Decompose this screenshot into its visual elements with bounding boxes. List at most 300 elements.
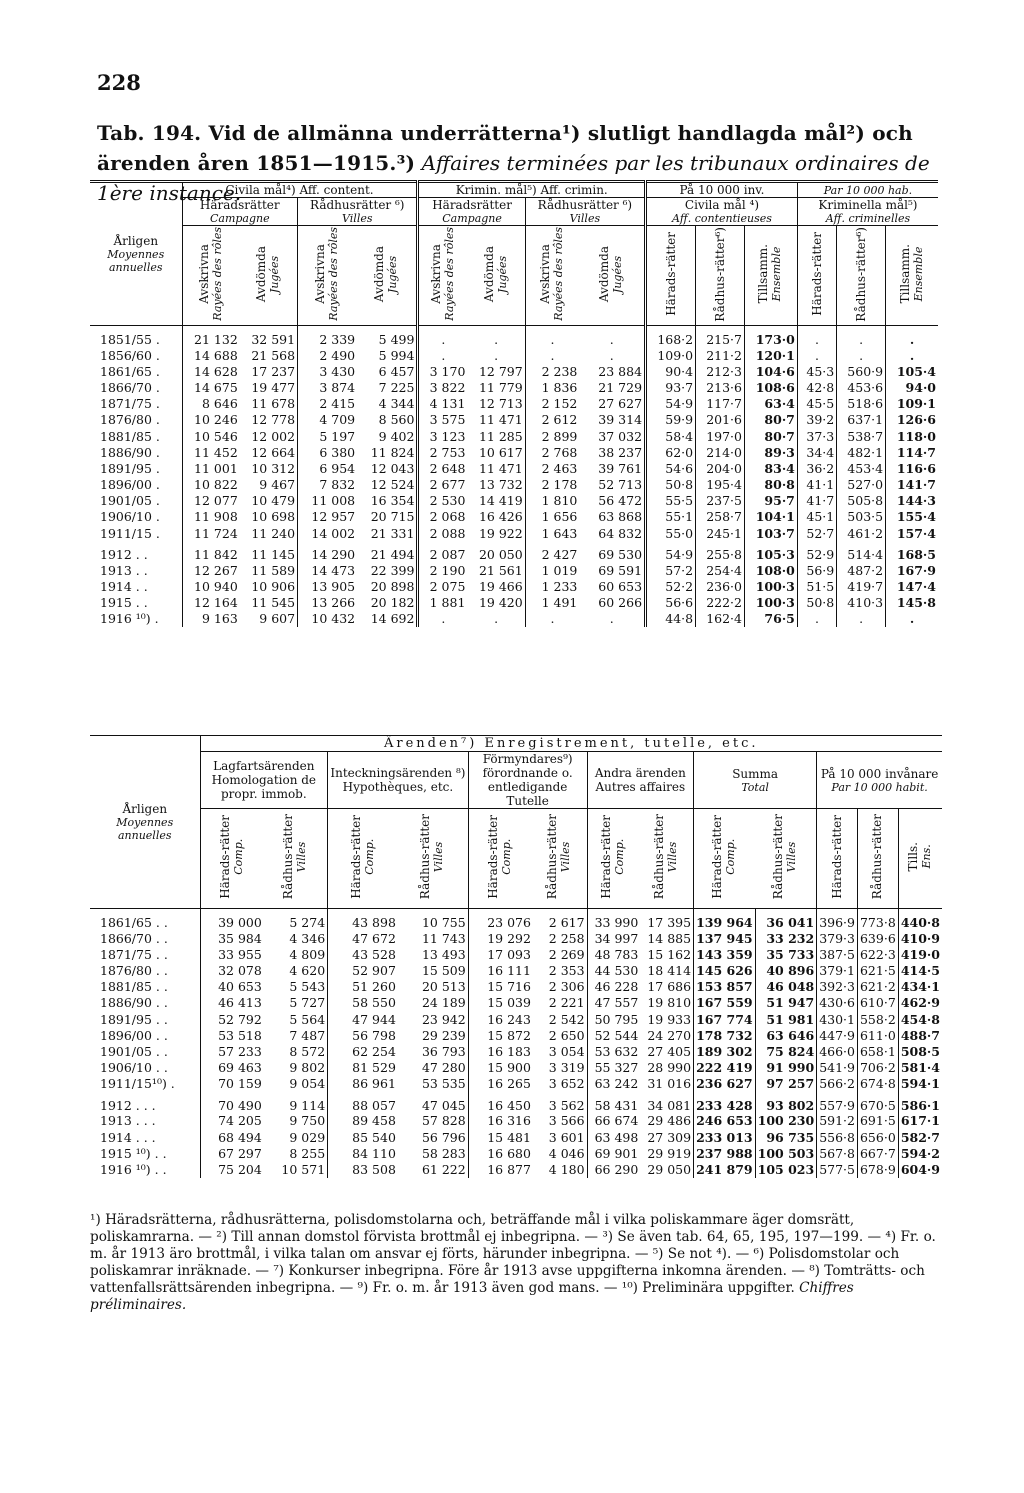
table-cell: 24 270 — [647, 1027, 692, 1043]
table-cell: 1 233 — [525, 578, 579, 594]
row-year: 1881/85 . . — [100, 979, 168, 995]
table-cell: 611·0 — [857, 1027, 898, 1043]
row-year: 1915 ¹⁰) . . — [100, 1145, 167, 1161]
table-cell: 656·0 — [857, 1129, 898, 1145]
table-cell: 40 653 — [200, 979, 264, 995]
table-cell: 11 678 — [251, 396, 296, 412]
table-cell: 10 755 — [421, 915, 466, 930]
footnote-italic: Chiffres préliminaires. — [90, 1280, 854, 1313]
table-cell: 95·7 — [744, 493, 797, 509]
table-cell: 222·2 — [696, 595, 745, 611]
criminal-civil-cases-table — [90, 180, 938, 627]
table-row — [90, 1092, 942, 1113]
table-cell: 195·4 — [696, 477, 745, 493]
table-cell: 2 753 — [418, 444, 467, 460]
table-cell: 706·2 — [857, 1060, 898, 1076]
table-cell: 3 822 — [418, 379, 467, 395]
table-cell: 100·3 — [744, 578, 797, 594]
table-cell: . — [525, 347, 579, 363]
table-cell: 419·0 — [898, 946, 942, 962]
table-row — [90, 363, 938, 379]
table-cell: 214·0 — [696, 444, 745, 460]
table-cell: 505·8 — [837, 493, 886, 509]
table-cell: 9 802 — [289, 1060, 326, 1076]
table-cell: 667·7 — [857, 1145, 898, 1161]
table-cell: 55·5 — [646, 493, 696, 509]
table-cell: 104·6 — [744, 363, 797, 379]
table-cell: 541·9 — [817, 1060, 858, 1076]
table-row — [90, 326, 938, 348]
table-cell: 56·6 — [646, 595, 696, 611]
row-year: 1871/75 . — [100, 396, 160, 412]
table-cell: 2 677 — [418, 477, 467, 493]
table-cell: 178 732 — [694, 1027, 756, 1043]
crim-radhus-header: Rådhusrätter ⁶) Villes — [525, 198, 645, 226]
table-cell: 74 205 — [200, 1113, 264, 1129]
row-year: 1871/75 . . — [100, 946, 168, 962]
criminal-cases-header: Krimin. mål⁵) Aff. crimin. — [418, 182, 646, 198]
table-cell: 39 314 — [598, 412, 643, 428]
table-cell: 2 306 — [548, 979, 585, 995]
row-year: 1886/90 . — [100, 444, 160, 460]
table-cell: 100 503 — [755, 1145, 817, 1161]
table-cell: 558·2 — [857, 1011, 898, 1027]
table-cell: 11 842 — [182, 541, 240, 562]
table-cell: 15 509 — [421, 962, 466, 978]
row-year: 1876/80 . — [100, 412, 160, 428]
per-10000-header: På 10 000 inv. — [646, 182, 798, 198]
table-cell: 10 479 — [251, 493, 296, 509]
table-cell: 62 254 — [328, 1043, 398, 1059]
table-cell: 3 601 — [548, 1129, 585, 1145]
table-cell: 410·9 — [898, 930, 942, 946]
table-cell: 63 868 — [598, 509, 643, 525]
table-cell: 582·7 — [898, 1129, 942, 1145]
table-cell: 2 899 — [525, 428, 579, 444]
table-cell: 7 832 — [298, 477, 358, 493]
col-tillsamm: Tillsamm. Ensemble — [886, 226, 938, 326]
row-year: 1916 ¹⁰) . . — [100, 1162, 167, 1178]
per-10000-header-fr: Par 10 000 hab. — [797, 182, 938, 198]
table-cell: 37 032 — [598, 428, 643, 444]
table-cell: 3 319 — [548, 1060, 585, 1076]
table-cell: 5 564 — [289, 1011, 326, 1027]
table-cell: 63 242 — [587, 1076, 640, 1092]
table-cell: 14 473 — [298, 562, 358, 578]
row-year: 1886/90 . . — [100, 995, 168, 1011]
row-year: 1916 ¹⁰) . — [100, 611, 159, 627]
table-cell: . — [494, 611, 499, 627]
table-cell: 678·9 — [857, 1161, 898, 1177]
table-cell: 189 302 — [694, 1043, 756, 1059]
col-avdomda: Avdömda Jugées — [357, 226, 418, 326]
table1-body — [90, 326, 938, 628]
table-cell: 236 627 — [694, 1076, 756, 1092]
table-cell: 90·4 — [646, 363, 696, 379]
table-cell: 144·3 — [886, 493, 938, 509]
table-cell: 53 632 — [587, 1043, 640, 1059]
table-cell: 233 013 — [694, 1129, 756, 1145]
table-cell: 15 900 — [468, 1060, 533, 1076]
table-row — [90, 962, 942, 978]
table-cell: 5 499 — [378, 332, 415, 347]
table-cell: 2 075 — [418, 578, 467, 594]
table-cell: 38 237 — [598, 444, 643, 460]
summa-header: Summa Total — [694, 752, 817, 809]
table-cell: 670·5 — [857, 1092, 898, 1113]
table-cell: 168·2 — [646, 326, 696, 348]
table-cell: 69 591 — [598, 562, 643, 578]
row-year: 1866/70 . — [100, 379, 160, 395]
table-cell: 104·1 — [744, 509, 797, 525]
table-cell: 11 779 — [478, 379, 523, 395]
intecknings-header: Inteckningsärenden ⁸) Hypothèques, etc. — [328, 752, 469, 809]
table-cell: 466·0 — [817, 1043, 858, 1059]
table-cell: 2 768 — [525, 444, 579, 460]
table-cell: 9 163 — [182, 611, 240, 627]
table-cell: 52 792 — [200, 1011, 264, 1027]
table-row — [90, 1076, 942, 1092]
table-cell: 96 735 — [755, 1129, 817, 1145]
table-cell: 147·4 — [886, 578, 938, 594]
table-row — [90, 493, 938, 509]
table-cell: . — [418, 611, 467, 627]
year-header-sv: Årligen — [113, 234, 159, 248]
table-cell: 105·4 — [886, 363, 938, 379]
table-cell: 153 857 — [694, 979, 756, 995]
table-cell: 53 535 — [421, 1076, 466, 1092]
table-cell: . — [494, 332, 499, 347]
table-cell: 3 652 — [548, 1076, 585, 1092]
table-cell: 12 164 — [182, 595, 240, 611]
table-cell: 2 490 — [298, 347, 358, 363]
table-cell: 6 954 — [298, 460, 358, 476]
table-cell: 594·1 — [898, 1076, 942, 1092]
table-cell: 10 546 — [182, 428, 240, 444]
table-cell: 453·6 — [837, 379, 886, 395]
table-cell: 5 197 — [298, 428, 358, 444]
table-cell: 45·3 — [797, 363, 836, 379]
table-cell: 201·6 — [696, 412, 745, 428]
table-cell: 16 680 — [468, 1145, 533, 1161]
table-cell: 233 428 — [694, 1092, 756, 1113]
table-cell: 143 359 — [694, 946, 756, 962]
table-cell: 105·3 — [744, 541, 797, 562]
table-cell: 167 559 — [694, 995, 756, 1011]
table-cell: 45·5 — [797, 396, 836, 412]
crim-harads-header: Häradsrätter Campagne — [418, 198, 525, 226]
table-cell: 86 961 — [328, 1076, 398, 1092]
table-cell: 54·6 — [646, 460, 696, 476]
table-cell: 15 872 — [468, 1027, 533, 1043]
table-cell: 145 626 — [694, 962, 756, 978]
table-cell: . — [797, 326, 836, 348]
table-cell: 236·0 — [696, 578, 745, 594]
table-cell: 527·0 — [837, 477, 886, 493]
table-cell: 167 774 — [694, 1011, 756, 1027]
table-cell: 109·0 — [646, 347, 696, 363]
table-cell: 2 238 — [525, 363, 579, 379]
table-cell: 11 452 — [182, 444, 240, 460]
row-year: 1911/15¹⁰) . — [100, 1076, 175, 1092]
table-cell: 47 944 — [328, 1011, 398, 1027]
table-cell: 51 981 — [755, 1011, 817, 1027]
table-cell: 63 498 — [587, 1129, 640, 1145]
table-cell: 567·8 — [817, 1145, 858, 1161]
arenden-header: Ärenden⁷) Enregistrement, tutelle, etc. — [200, 736, 942, 752]
per10000-header: På 10 000 invånare Par 10 000 habit. — [817, 752, 942, 809]
table-cell: 15 162 — [647, 946, 692, 962]
table-cell: 7 225 — [378, 379, 415, 395]
table-cell: 46 228 — [587, 979, 640, 995]
table-cell: 237·5 — [696, 493, 745, 509]
table-cell: 88 057 — [328, 1092, 398, 1113]
table-cell: 36·2 — [797, 460, 836, 476]
table-cell: 503·5 — [837, 509, 886, 525]
table-cell: 100 230 — [755, 1113, 817, 1129]
table-row — [90, 1043, 942, 1059]
table-cell: 139 964 — [694, 909, 756, 931]
table-cell: 2 617 — [548, 915, 585, 930]
table-cell: 16 877 — [468, 1161, 533, 1177]
table-cell: 17 686 — [647, 979, 692, 995]
table-cell: 637·1 — [837, 412, 886, 428]
table-row — [90, 347, 938, 363]
table-cell: 482·1 — [837, 444, 886, 460]
table-cell: 487·2 — [837, 562, 886, 578]
row-year: 1861/65 . . — [100, 915, 168, 930]
table-cell: 19 420 — [478, 595, 523, 611]
row-year: 1913 . . — [100, 562, 148, 578]
col-harads: Härads-rätter — [646, 226, 696, 326]
col-avdomda: Avdömda Jugées — [579, 226, 645, 326]
col-radhus: Rådhus-rätter Villes — [755, 809, 817, 909]
table-cell: 51·5 — [797, 578, 836, 594]
table-cell: 622·3 — [857, 946, 898, 962]
civil-harads-header: Häradsrätter Campagne — [182, 198, 298, 226]
year-header-fr: Moyennes annuelles — [107, 248, 165, 274]
table-cell: 1 810 — [525, 493, 579, 509]
table2-body — [90, 909, 942, 1178]
col-harads: Härads-rätter Comp. — [694, 809, 756, 909]
registration-matters-table — [90, 735, 942, 1178]
table-cell: 100·3 — [744, 595, 797, 611]
table-cell: 560·9 — [837, 363, 886, 379]
table-cell: 28 990 — [647, 1060, 692, 1076]
table-cell: 461·2 — [837, 525, 886, 541]
table-cell: 222 419 — [694, 1060, 756, 1076]
table-cell: 246 653 — [694, 1113, 756, 1129]
table-cell: . — [837, 326, 886, 348]
table-cell: 55·1 — [646, 509, 696, 525]
table-cell: 63 646 — [755, 1027, 817, 1043]
table-cell: 63·4 — [744, 396, 797, 412]
table-cell: 4 620 — [289, 962, 326, 978]
col-radhus: Rådhus-rätter Villes — [533, 809, 587, 909]
table-cell: 1 491 — [525, 595, 579, 611]
table-cell: 15 481 — [468, 1129, 533, 1145]
table-cell: 773·8 — [857, 909, 898, 931]
table-cell: 23 076 — [468, 909, 533, 931]
table-cell: 8 572 — [289, 1043, 326, 1059]
table-cell: 8 560 — [378, 412, 415, 428]
table-cell: 430·6 — [817, 995, 858, 1011]
table-cell: 594·2 — [898, 1145, 942, 1161]
table-cell: 3 575 — [418, 412, 467, 428]
table-cell: 47 045 — [421, 1097, 466, 1113]
table-cell: 16 183 — [468, 1043, 533, 1059]
table-cell: 56 796 — [421, 1129, 466, 1145]
table-cell: 66 290 — [587, 1161, 640, 1177]
row-year: 1856/60 . — [100, 347, 160, 363]
title-main: Tab. 194. Vid de allmänna underrätterna¹) slutligt handlagda mål²) och ärenden åren 1851—1915.³) — [97, 121, 913, 175]
table-cell: 69 463 — [200, 1060, 264, 1076]
table-cell: 31 016 — [647, 1076, 692, 1092]
table-cell: 50 795 — [587, 1011, 640, 1027]
andra-header: Andra ärenden Autres affaires — [587, 752, 694, 809]
table-cell: 3 123 — [418, 428, 467, 444]
table-cell: 4 809 — [289, 946, 326, 962]
table-cell: 37·3 — [797, 428, 836, 444]
table-cell: 43 528 — [328, 946, 398, 962]
table-cell: 1 019 — [525, 562, 579, 578]
table-cell: 34·4 — [797, 444, 836, 460]
table-cell: 4 180 — [548, 1162, 585, 1178]
table-cell: 57·2 — [646, 562, 696, 578]
table-cell: 60 266 — [598, 595, 643, 611]
table-cell: 52 907 — [328, 962, 398, 978]
table-cell: 538·7 — [837, 428, 886, 444]
table-cell: 34 997 — [587, 930, 640, 946]
table-cell: 27 309 — [647, 1129, 692, 1145]
table-cell: 8 255 — [289, 1145, 326, 1161]
table-cell: 55·0 — [646, 525, 696, 541]
table-cell: 36 793 — [421, 1043, 466, 1059]
col-radhus: Rådhus-rätter Villes — [398, 809, 468, 909]
table-row — [90, 460, 938, 476]
table-cell: 514·4 — [837, 541, 886, 562]
table-cell: 57 233 — [200, 1043, 264, 1059]
table-cell: 20 513 — [421, 979, 466, 995]
table-cell: 617·1 — [898, 1113, 942, 1129]
table-cell: 93·7 — [646, 379, 696, 395]
table-cell: 14 628 — [182, 363, 240, 379]
table-row — [90, 1145, 942, 1161]
table-row — [90, 444, 938, 460]
table-cell: 691·5 — [857, 1113, 898, 1129]
row-year: 1881/85 . — [100, 428, 160, 444]
table-cell: . — [886, 347, 938, 363]
table-cell: 2 190 — [418, 562, 467, 578]
table-cell: 5 727 — [289, 995, 326, 1011]
table-cell: 16 265 — [468, 1076, 533, 1092]
table-cell: 50·8 — [797, 595, 836, 611]
table-cell: 6 380 — [298, 444, 358, 460]
table-cell: 9 607 — [259, 611, 296, 627]
table-cell: 80·7 — [744, 412, 797, 428]
table-row — [90, 1113, 942, 1129]
table-cell: 604·9 — [898, 1161, 942, 1177]
table-cell: 9 750 — [289, 1113, 326, 1129]
table-cell: 58·4 — [646, 428, 696, 444]
table-row — [90, 1161, 942, 1177]
lagfart-header: Lagfartsärenden Homologation de propr. immob. — [200, 752, 328, 809]
table-cell: 42·8 — [797, 379, 836, 395]
table-cell: 3 566 — [548, 1113, 585, 1129]
table-cell: 414·5 — [898, 962, 942, 978]
table-cell: 34 081 — [647, 1097, 692, 1113]
table-cell: 53 518 — [200, 1027, 264, 1043]
table-cell: 8 646 — [182, 396, 240, 412]
table-cell: 33 990 — [587, 909, 640, 931]
table-cell: 396·9 — [817, 909, 858, 931]
table-cell: 11 240 — [251, 525, 296, 541]
table-cell: 241 879 — [694, 1161, 756, 1177]
col-avskrivna: Avskrivna Rayées des rôles — [182, 226, 240, 326]
col-radhus: Rådhus-rätter Villes — [640, 809, 693, 909]
table-row — [90, 412, 938, 428]
table-cell: 69 530 — [598, 547, 643, 563]
table-cell: 52 713 — [598, 477, 643, 493]
table-cell: . — [525, 611, 579, 627]
table-cell: 57 828 — [421, 1113, 466, 1129]
table-cell: 32 591 — [251, 332, 296, 347]
table-cell: 59·9 — [646, 412, 696, 428]
table-cell: 118·0 — [886, 428, 938, 444]
col-harads: Härads-rätter — [817, 809, 858, 909]
table-cell: . — [525, 326, 579, 348]
table-cell: 13 266 — [298, 595, 358, 611]
table-cell: 80·8 — [744, 477, 797, 493]
col-avskrivna: Avskrivna Rayées des rôles — [298, 226, 358, 326]
col-avskrivna: Avskrivna Rayées des rôles — [418, 226, 467, 326]
table-cell: 162·4 — [696, 611, 745, 627]
table-cell: 16 354 — [370, 493, 415, 509]
table-cell: 44·8 — [646, 611, 696, 627]
table-cell: 254·4 — [696, 562, 745, 578]
table-cell: 392·3 — [817, 979, 858, 995]
table-cell: 10 617 — [478, 444, 523, 460]
page-number: 228 — [97, 70, 141, 95]
table-cell: 66 674 — [587, 1113, 640, 1129]
table-cell: 16 243 — [468, 1011, 533, 1027]
table-cell: 141·7 — [886, 477, 938, 493]
table-cell: 3 430 — [298, 363, 358, 379]
table-cell: 58 550 — [328, 995, 398, 1011]
table-row — [90, 611, 938, 627]
table-cell: 173·0 — [744, 326, 797, 348]
row-year: 1911/15 . — [100, 525, 160, 541]
table-cell: 11 824 — [370, 444, 415, 460]
table-cell: . — [418, 347, 467, 363]
table-cell: 410·3 — [837, 595, 886, 611]
table-cell: 577·5 — [817, 1161, 858, 1177]
table-cell: 76·5 — [744, 611, 797, 627]
table-cell: 61 222 — [421, 1162, 466, 1178]
table-cell: 21 568 — [251, 347, 296, 363]
table-cell: 621·5 — [857, 962, 898, 978]
civil-radhus-header: Rådhusrätter ⁶) Villes — [298, 198, 418, 226]
table-cell: 2 221 — [548, 995, 585, 1011]
table-cell: 12 664 — [251, 444, 296, 460]
table-cell: 2 339 — [298, 326, 358, 348]
table-cell: 10 906 — [251, 579, 296, 595]
civil-per-header: Civila mål ⁴) Aff. contentieuses — [646, 198, 798, 226]
table-row — [90, 428, 938, 444]
table-cell: 58 431 — [587, 1092, 640, 1113]
table-cell: 9 054 — [289, 1076, 326, 1092]
table-cell: 212·3 — [696, 363, 745, 379]
